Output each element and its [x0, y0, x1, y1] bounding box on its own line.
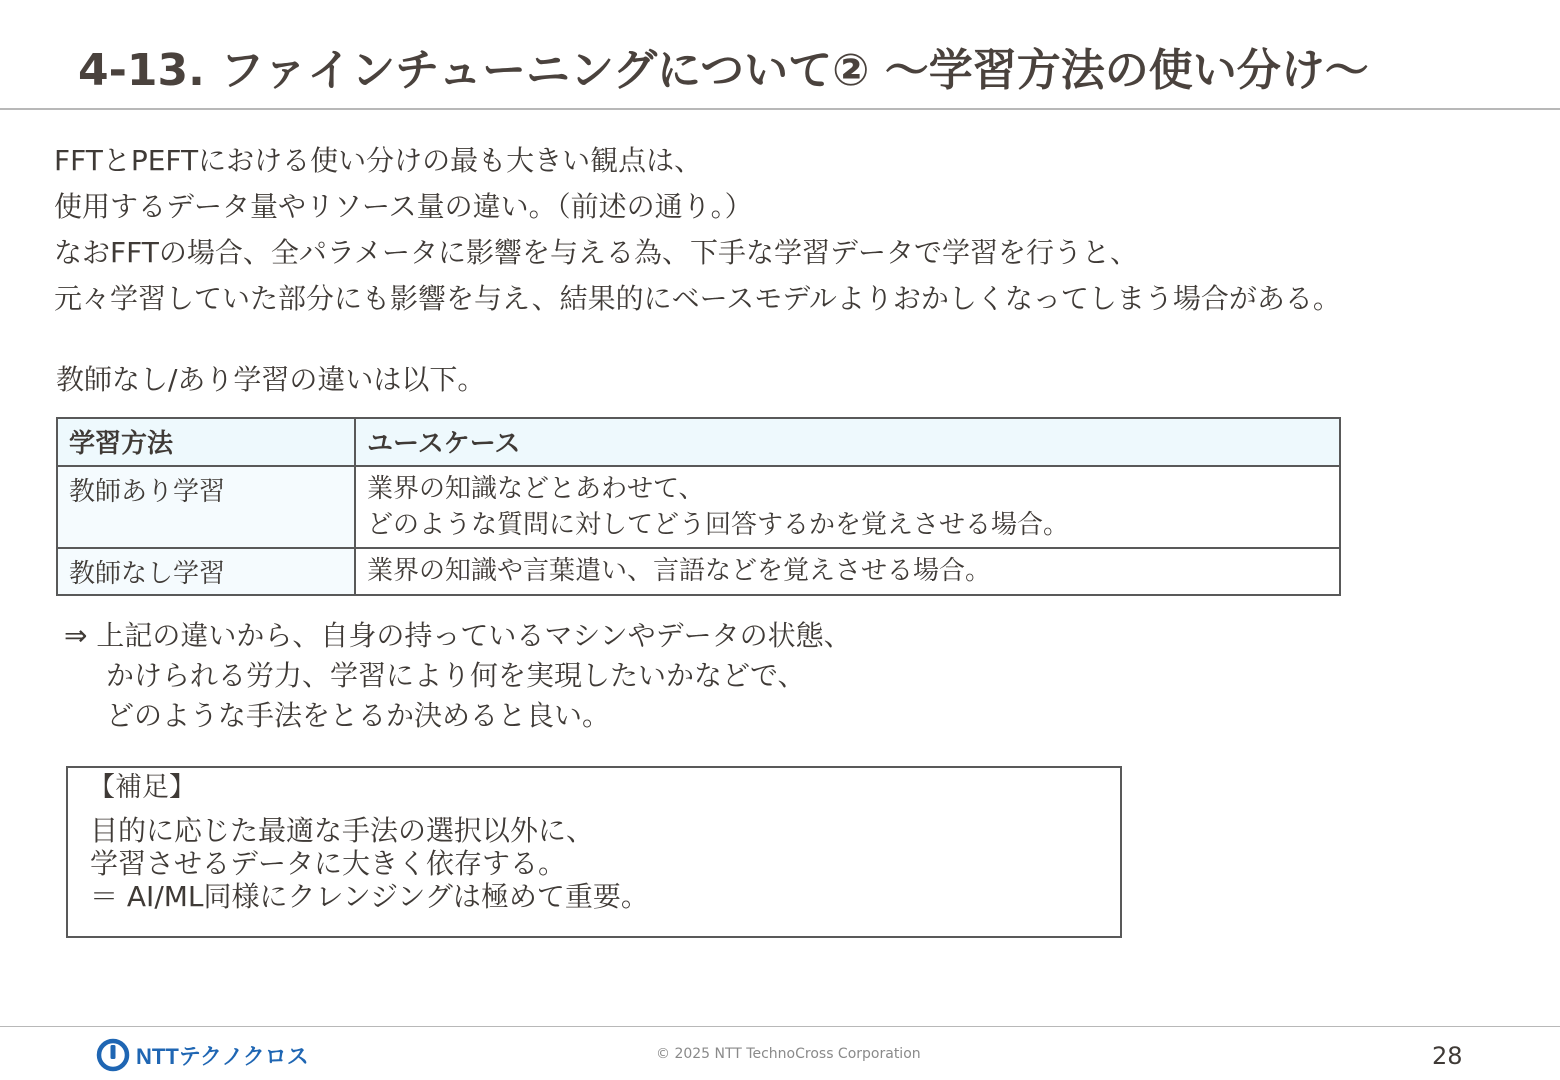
- usecase-line: 業界の知識などとあわせて、: [367, 474, 705, 504]
- conclusion-paragraph: [64, 616, 852, 736]
- usecase-line: 業界の知識や言葉遣い、言語などを覚えさせる場合。: [367, 556, 992, 586]
- logo-wordmark: NTTテクノクロス: [136, 1043, 309, 1069]
- supplement-line: ＝ AI/ML同様にクレンジングは極めて重要。: [90, 880, 649, 913]
- ntt-logo-icon: [96, 1038, 130, 1072]
- company-logo: [96, 1038, 309, 1072]
- usecase-cell: [355, 466, 1340, 548]
- usecase-line: どのような質問に対してどう回答するかを覚えさせる場合。: [367, 510, 1070, 540]
- table-row: [57, 466, 1340, 548]
- usecase-cell: [355, 548, 1340, 595]
- supplement-title: 【補足】: [88, 772, 196, 803]
- supplement-line: 目的に応じた最適な手法の選択以外に、: [90, 814, 595, 847]
- table-header-row: [57, 418, 1340, 466]
- supplement-box: [66, 766, 1122, 938]
- table-caption: 教師なし/あり学習の違いは以下。: [56, 363, 486, 396]
- conclusion-line: どのような手法をとるか決めると良い。: [106, 699, 611, 732]
- intro-line: 使用するデータ量やリソース量の違い。（前述の通り。）: [54, 190, 753, 223]
- header-usecase: ユースケース: [355, 418, 1340, 466]
- title-divider: [0, 108, 1560, 110]
- supplement-body: [90, 814, 649, 913]
- learning-method-table: [56, 417, 1341, 596]
- intro-line: なおFFTの場合、全パラメータに影響を与える為、下手な学習データで学習を行うと、: [54, 236, 1138, 269]
- footer-divider: [0, 1026, 1560, 1027]
- page-number: 28: [1432, 1042, 1463, 1070]
- method-cell: 教師あり学習: [57, 466, 355, 548]
- method-cell: 教師なし学習: [57, 548, 355, 595]
- header-method: 学習方法: [57, 418, 355, 466]
- intro-paragraph: [54, 138, 1534, 322]
- conclusion-line: かけられる労力、学習により何を実現したいかなどで、: [106, 659, 806, 692]
- copyright-text: © 2025 NTT TechnoCross Corporation: [656, 1046, 921, 1062]
- slide-title: 4-13. ファインチューニングについて② ～学習方法の使い分け～: [78, 45, 1369, 96]
- table-row: [57, 548, 1340, 595]
- intro-line: FFTとPEFTにおける使い分けの最も大きい観点は、: [54, 144, 703, 177]
- supplement-line: 学習させるデータに大きく依存する。: [90, 847, 567, 880]
- conclusion-line: ⇒ 上記の違いから、自身の持っているマシンやデータの状態、: [64, 619, 852, 652]
- intro-line: 元々学習していた部分にも影響を与え、結果的にベースモデルよりおかしくなってしまう場合がある。: [54, 282, 1341, 315]
